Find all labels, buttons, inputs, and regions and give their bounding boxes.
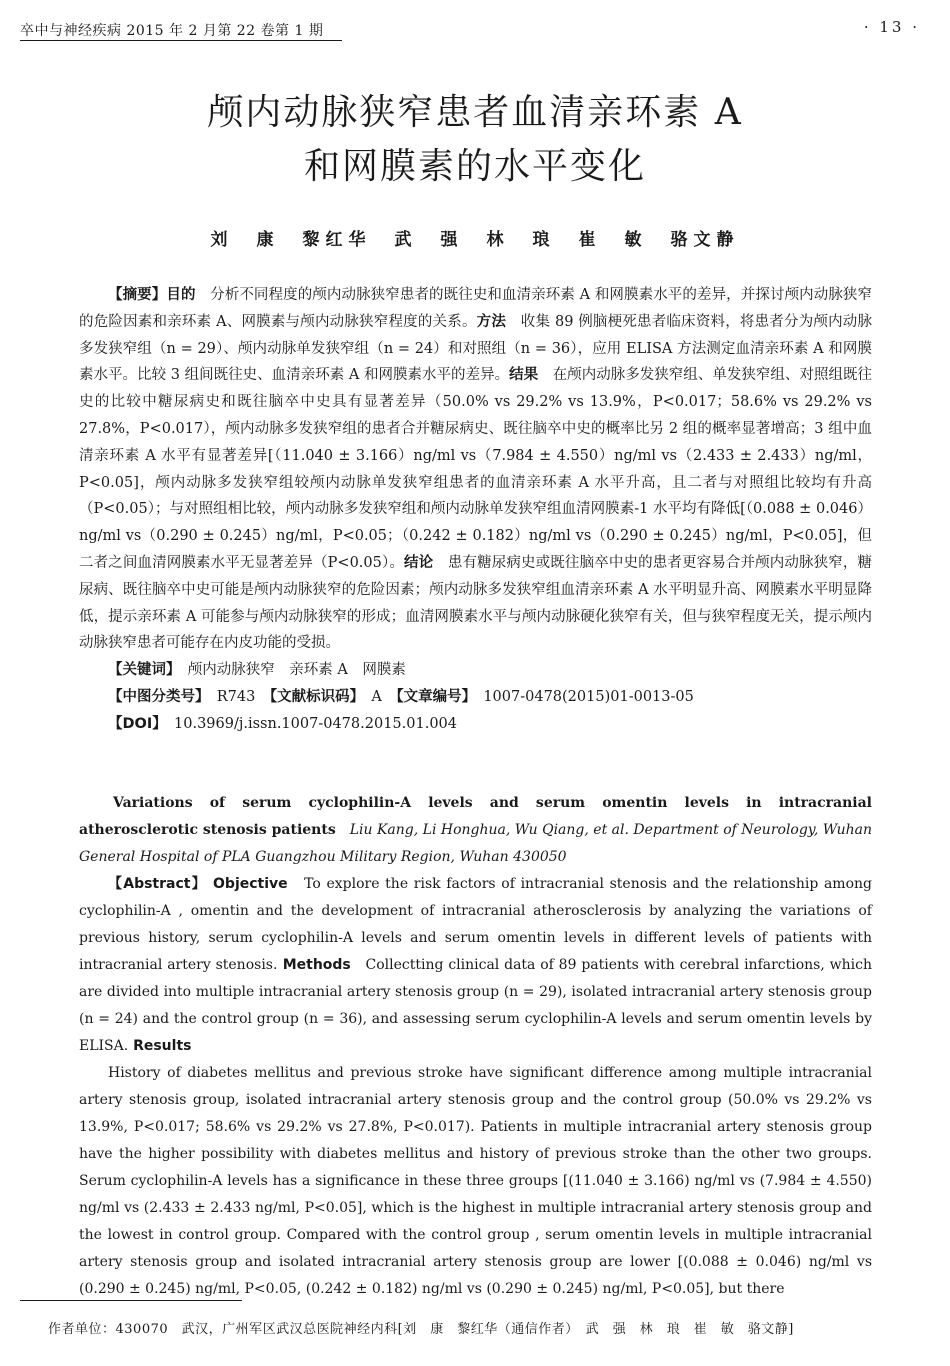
results-text: 在颅内动脉多发狭窄组、单发狭窄组、对照组既往史的比较中糖尿病史和既往脑卒中史具有显著差异（50.0% vs 29.2% vs 13.9%，P<0.017；58.6% vs 29.2% vs 27.8%，P<0.017），颅内动脉多发狭窄组的患者合并糖尿病史、既往脑卒中史的概率比另 2 组的概率显著增高；3 组中血清亲环素 A 水平有显著差异[（11.040 ± 3.166）ng/ml vs（7.984 ± 4.550）ng/ml vs（2.433 ± 2.433）ng/ml，P<0.05]，颅内动脉多发狭窄组较颅内动脉单发狭窄组患者的血清亲环素 A 水平升高，且二者与对照组比较均有升高（P<0.05）；与对照组相比较，颅内动脉多发狭窄组和颅内动脉单发狭窄组血清网膜素-1 水平均有降低[（0.088 ± 0.046）ng/ml vs（0.290 ± 0.245）ng/ml，P<0.05；（0.242 ± 0.182）ng/ml vs（0.290 ± 0.245）ng/ml，P<0.05]，但二者之间血清网膜素水平无显著差异（P<0.05）。	[79, 367, 872, 571]
doi-label: 【DOI】	[108, 715, 160, 732]
english-title: Variations of serum cyclophilin-A levels and serum omentin levels in intracranial atherosclerotic stenosis patients	[79, 795, 872, 838]
methods-label: 方法	[476, 313, 507, 330]
english-abstract-paragraph	[79, 871, 872, 1060]
english-methods-text: Collectting clinical data of 89 patients with cerebral infarctions, which are divided into multiple intracranial artery stenosis group (n = 29), isolated intracranial artery stenosis group (n = 24) and the control group (n = 36), and assessing serum cyclophilin-A levels and serum omentin levels by ELISA.	[79, 957, 872, 1054]
page-number: · 13 ·	[863, 18, 920, 36]
english-authors-affiliation: Liu Kang, Li Honghua, Wu Qiang, et al. Department of Neurology, Wuhan General Hospital of PLA Guangzhou Military Region, Wuhan 430050	[79, 822, 872, 865]
author-list: 刘 康 黎红华 武 强 林 琅 崔 敏 骆文静	[210, 230, 740, 250]
title-line-1: 颅内动脉狭窄患者血清亲环素 A	[207, 92, 743, 133]
keywords-label: 【关键词】	[108, 662, 174, 679]
author-affiliation-footnote: 作者单位：430070 武汉，广州军区武汉总医院神经内科[刘 康 黎红华（通信作者） 武 强 林 琅 崔 敏 骆文静]	[48, 1322, 794, 1337]
doi-line	[79, 711, 872, 738]
keywords-line	[79, 657, 872, 684]
english-results-text: History of diabetes mellitus and previous stroke have significant difference among multiple intracranial artery stenosis group, isolated intracranial artery stenosis group and the control group (50.0% vs 29.2% vs 13.9%, P<0.017; 58.6% vs 29.2% vs 27.8%, P<0.017). Patients in multiple intracranial artery stenosis group have the higher possibility with diabetes mellitus and history of previous stroke than the other two groups. Serum cyclophilin-A levels has a significance in these three groups [(11.040 ± 3.166) ng/ml vs (7.984 ± 4.550) ng/ml vs (2.433 ± 2.433 ng/ml, P<0.05], which is the highest in multiple intracranial artery stenosis group and the lowest in control group. Compared with the control group , serum omentin levels in multiple intracranial artery stenosis group and isolated intracranial artery stenosis group are lower [(0.088 ± 0.046) ng/ml vs (0.290 ± 0.245) ng/ml, P<0.05, (0.242 ± 0.182) ng/ml vs (0.290 ± 0.245) ng/ml, P<0.05], but there	[79, 1065, 872, 1297]
journal-issue: 卒中与神经疾病 2015 年 2 月第 22 卷第 1 期	[20, 23, 324, 39]
chinese-abstract	[79, 282, 872, 738]
classification-line	[79, 684, 872, 711]
english-title-line	[79, 790, 872, 871]
english-abstract-label: 【Abstract】	[108, 876, 207, 892]
abstract-label: 【摘要】	[108, 287, 167, 303]
objective-label: 目的	[166, 287, 196, 303]
results-label: 结果	[509, 367, 539, 384]
footnote-rule	[20, 1300, 242, 1301]
english-methods-label: Methods	[277, 957, 351, 973]
objective-text: 分析不同程度的颅内动脉狭窄患者的既往史和血清亲环素 A 和网膜素水平的差异，并探讨颅内动脉狭窄的危险因素和亲环素 A、网膜素与颅内动脉狭窄程度的关系。	[79, 287, 873, 330]
english-results-paragraph	[79, 1060, 872, 1303]
methods-text: 收集 89 例脑梗死患者临床资料，将患者分为颅内动脉多发狭窄组（n = 29）、颅内动脉单发狭窄组（n = 24）和对照组（n = 36），应用 ELISA 方法测定血清亲环素 A 和网膜素水平。比较 3 组间既往史、血清亲环素 A 和网膜素水平的差异。	[79, 313, 873, 384]
conclusion-text: 患有糖尿病史或既往脑卒中史的患者更容易合并颅内动脉狭窄，糖尿病、既往脑卒中史可能是颅内动脉狭窄的危险因素；颅内动脉多发狭窄组血清亲环素 A 水平明显升高、网膜素水平明显降低，提示亲环素 A 可能参与颅内动脉狭窄的形成；血清网膜素水平与颅内动脉硬化狭窄有关，但与狭窄程度无关，提示颅内动脉狭窄患者可能存在内皮功能的受损。	[79, 554, 873, 652]
article-title	[0, 86, 950, 194]
clc-label: 【中图分类号】	[108, 688, 203, 705]
doi-text: 10.3969/j.issn.1007-0478.2015.01.004	[159, 715, 457, 732]
articleno-text: 1007-0478(2015)01-0013-05	[468, 688, 694, 705]
english-results-label: Results	[128, 1038, 192, 1054]
doccode-text: A	[356, 688, 397, 705]
english-objective-text: To explore the risk factors of intracranial stenosis and the relationship among cyclophilin-A , omentin and the development of intracranial atherosclerosis by analyzing the variations of previous history, serum cyclophilin-A levels and serum omentin levels in different levels of patients with intracranial artery stenosis.	[79, 876, 872, 973]
articleno-label: 【文章编号】	[396, 688, 469, 705]
title-line-2: 和网膜素的水平变化	[303, 146, 646, 187]
abstract-paragraph	[79, 282, 872, 657]
running-head-rule	[20, 40, 342, 41]
english-objective-label: Objective	[206, 876, 288, 892]
conclusion-label: 结论	[404, 554, 434, 571]
doccode-label: 【文献标识码】	[269, 688, 357, 705]
clc-text: R743	[202, 688, 270, 705]
english-abstract	[79, 790, 872, 1303]
keywords-text: 颅内动脉狭窄 亲环素 A 网膜素	[173, 662, 406, 679]
